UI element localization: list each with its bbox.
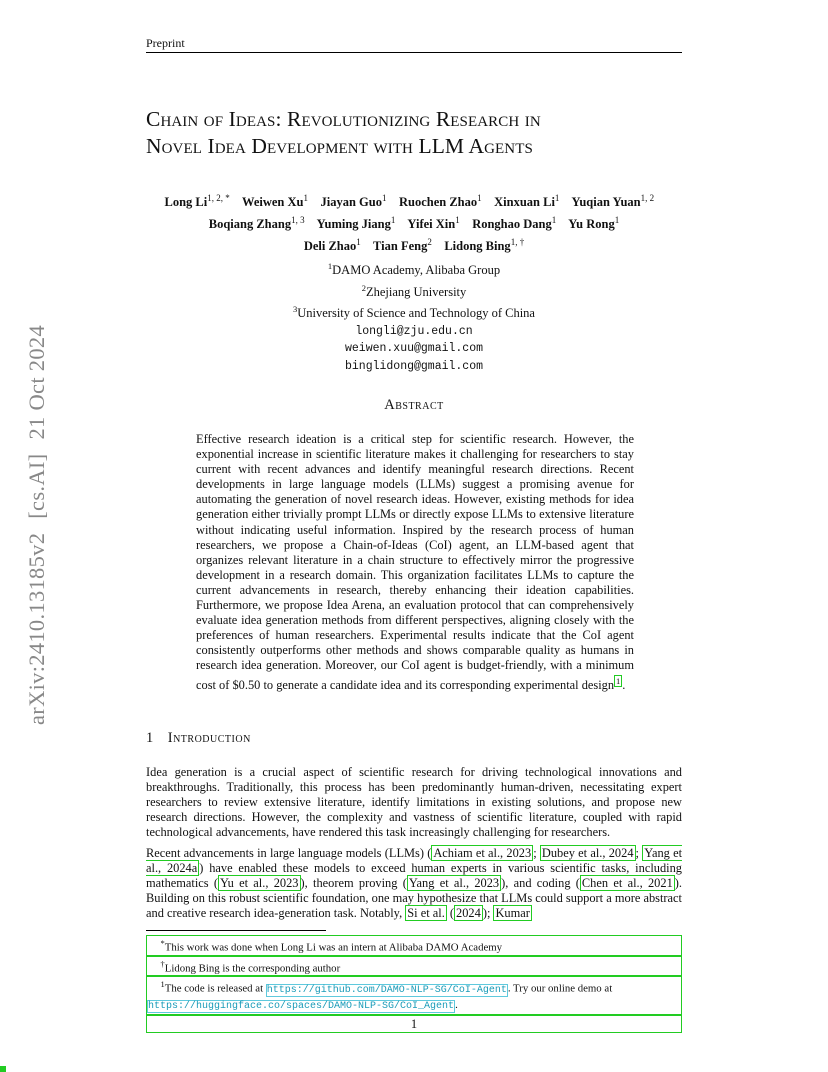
section-heading [146,730,251,747]
citation-link[interactable]: Achiam et al., 2023 [433,846,532,860]
intro-paragraph-1: Idea generation is a crucial aspect of scientific research for driving technological innovations and breakthroughs. Traditionally, this process has been predominantly human-driven, necessitating expert researchers to review extensive literature, identify limitations in existing solutions, and propose new research directions. However, the complexity and vastness of scientific literature, coupled with rapid technological advancements, have rendered this task increasingly challenging for researchers. [146,765,682,840]
arxiv-date: 21 Oct 2024 [24,324,49,440]
affiliation-mark: 2 [361,282,366,293]
abstract-end: . [622,677,626,692]
author-name: Tian Feng [373,239,428,254]
arxiv-id: arXiv:2410.13185v2 [24,532,49,726]
affiliation [146,301,682,323]
footnote-link[interactable]: 1 [616,675,621,686]
author-name: Ruochen Zhao [398,195,478,210]
author-name: Ronghao Dang [472,217,552,232]
abstract-text: Effective research ideation is a critical step for scientific research. However, the exponential increase in scientific literature makes it challenging for researchers to stay current with recent advances and identify meaningful research directions. Recent developments in large language models (LLMs) suggest a promising avenue for automating the generation of novel research ideas. However, existing methods for idea generation either trivially prompt LLMs or directly expose LLMs to extensive literature without indicating useful information. Inspired by the research process of human researchers, we propose a Chain-of-Ideas (CoI) agent, an LLM-based agent that organizes relevant literature in a chain structure to effectively mirror the progressive development in a research domain. This organization facilitates LLMs to capture the current advancements in research, thereby enhancing their ideation capabilities. Furthermore, we propose Idea Arena, an evaluation protocol that can comprehensively evaluate idea generation methods from different perspectives, aligning closely with the preferences of human researchers. Experimental results indicate that the CoI agent consistently outperforms other methods and shows comparable quality as humans in research idea generation. Moreover, our CoI agent is budget-friendly, with a minimum cost of $0.50 to generate a candidate idea and its corresponding experimental design [196,432,634,692]
code-link[interactable]: https://github.com/DAMO-NLP-SG/CoI-Agent [266,984,507,996]
citation-link[interactable]: Kumar [495,906,530,921]
corner-marker [0,1066,6,1072]
affiliation [146,258,682,280]
intro-paragraph-2 [146,846,682,921]
email: binglidong@gmail.com [344,359,484,373]
footnote-star [146,935,682,956]
paper-title [146,106,706,160]
author-marks: 1 [551,215,557,226]
footnote-mark: † [160,958,165,969]
author-marks: 1 [390,215,396,226]
paragraph-text: ; [533,846,540,860]
author-name: Yuming Jiang [316,217,391,232]
footnote-text: The code is released at [164,982,266,995]
footnote-text: Lidong Bing is the corresponding author [164,962,341,975]
author-name: Weiwen Xu [242,195,304,210]
section-number: 1 [146,730,154,746]
footnote-mark: * [160,938,165,948]
paragraph-text: ) have enabled these models to exceed human experts in various scientific tasks, including mathematics ( [146,861,682,891]
footnotes-block [146,935,682,1015]
author-name: Yuqian Yuan [571,195,641,210]
footnote-text: . [455,998,458,1011]
email: weiwen.xuu@gmail.com [344,342,484,356]
paragraph-text: ); [482,906,494,921]
author-marks: 1 [455,215,460,226]
paragraph-text: ), and coding ( [501,876,580,891]
author-marks: 1, † [510,237,525,248]
affiliation-name: Zhejiang University [365,284,467,299]
section-title: Introduction [167,730,251,746]
running-title: Preprint [146,36,185,50]
citation-link[interactable]: Chen et al., 2021 [581,876,673,891]
author-name: Lidong Bing [444,239,511,254]
email: longli@zju.edu.cn [355,324,473,338]
paragraph-text: ), theorem proving ( [300,876,407,891]
arxiv-category: [cs.AI] [24,453,49,519]
title-line-2: Novel Idea Development with LLM Agents [146,134,533,158]
author-name: Long Li [164,195,208,210]
affiliation-name: DAMO Academy, Alibaba Group [332,263,501,278]
author-name: Yu Rong [568,217,615,232]
citation-link[interactable]: Yang et al., 2023 [408,876,500,891]
footnote-dagger [146,956,682,977]
demo-link[interactable]: https://huggingface.co/spaces/DAMO-NLP-SG/CoI_Agent [148,1000,455,1012]
paragraph-text: ( [446,906,455,921]
footnote-text: This work was done when Long Li was an intern at Alibaba DAMO Academy [164,941,503,954]
author-marks: 1, 2 [640,193,655,203]
citation-link[interactable]: Yu et al., 2023 [220,876,299,891]
author-marks: 1, 3 [291,215,305,226]
abstract-heading: Abstract [384,397,444,413]
paragraph-text: Recent advancements in large language models (LLMs) ( [146,846,432,860]
author-marks: 1 [554,193,560,203]
author-marks: 1 [614,215,620,226]
author-line-3 [146,233,682,255]
title-line-1: Chain of Ideas: Revolutionizing Research in [146,107,541,131]
arxiv-side-stamp [24,325,50,725]
author-line-1 [146,189,682,233]
footnote-1 [146,976,682,1015]
citation-link[interactable]: Yang et al., 2024a [146,846,683,876]
affiliation-name: University of Science and Technology of China [297,306,535,321]
citation-link[interactable]: Si et al. [407,906,445,921]
affiliation-mark: 1 [327,261,333,271]
abstract-body [196,432,634,693]
paragraph-text: ; [635,846,643,860]
footnote-rule [146,930,326,931]
affiliation-mark: 3 [293,304,298,315]
author-name: Xinxuan Li [494,195,555,210]
author-marks: 1 [356,237,361,248]
author-marks: 2 [427,237,432,248]
author-name: Jiayan Guo [320,195,382,210]
header-rule [146,52,682,53]
citation-link[interactable]: 2024 [456,906,481,921]
page-number[interactable]: 1 [146,1015,682,1033]
footnote-mark: 1 [160,979,165,990]
author-name: Boqiang Zhang [208,217,292,232]
author-list [146,189,682,255]
affiliation [146,280,682,302]
author-marks: 1, 2, * [207,193,230,203]
author-name: Deli Zhao [303,239,357,254]
author-name: Yifei Xin [407,217,456,232]
author-marks: 1 [477,193,482,203]
author-marks: 1 [381,193,387,203]
author-marks: 1 [303,193,308,203]
footnote-text: . Try our online demo at [507,982,613,995]
affiliations-block [146,258,682,375]
citation-link[interactable]: Dubey et al., 2024 [541,846,634,860]
paragraph-text: ). Building on this robust scientific foundation, one may hypothesize that LLMs could support a more abstract and creative research idea-generation task. Notably, [146,876,682,921]
